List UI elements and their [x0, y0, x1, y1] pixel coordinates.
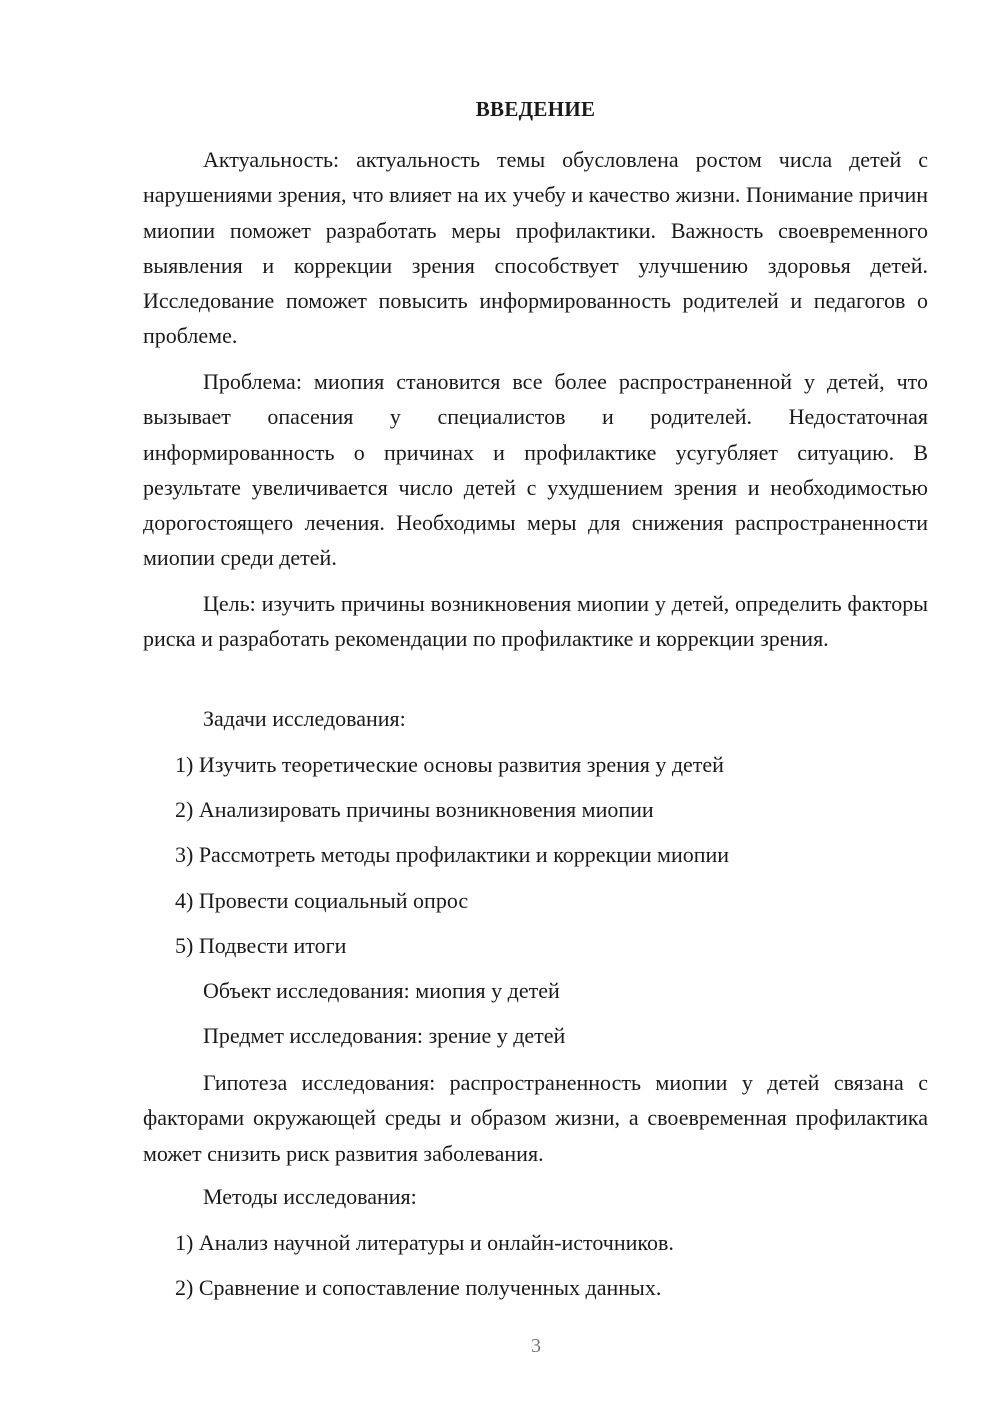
task-item: 5) Подвести итоги [175, 933, 347, 958]
task-item: 1) Изучить теоретические основы развития зрения у детей [175, 752, 724, 777]
method-item: 1) Анализ научной литературы и онлайн-источников. [175, 1230, 674, 1255]
task-item: 4) Провести социальный опрос [175, 888, 469, 913]
page-number: 3 [531, 1335, 541, 1357]
goal-paragraph: Цель: изучить причины возникновения миопии у детей, определить факторы риска и разработать рекомендации по профилактике и коррекции зрения. [143, 591, 928, 652]
hypothesis-paragraph: Гипотеза исследования: распространенность миопии у детей связана с факторами окружающей среды и образом жизни, а своевременная профилактика может снизить риск развития заболевания. [143, 1070, 928, 1166]
relevance-paragraph: Актуальность: актуальность темы обусловлена ростом числа детей с нарушениями зрения, что влияет на их учебу и качество жизни. Понимание причин миопии поможет разработать меры профилактики. Важность своевременного выявления и коррекции зрения способствует улучшению здоровья детей. Исследование поможет повысить информированность родителей и педагогов о проблеме. [143, 147, 928, 349]
problem-paragraph: Проблема: миопия становится все более распространенной у детей, что вызывает опасения у специалистов и родителей. Недостаточная информированность о причинах и профилактике усугубляет ситуацию. В результате увеличивается число детей с ухудшением зрения и необходимостью дорогостоящего лечения. Необходимы меры для снижения распространенности миопии среди детей. [143, 369, 928, 571]
task-item: 2) Анализировать причины возникновения миопии [175, 797, 654, 822]
methods-title: Методы исследования: [203, 1184, 417, 1209]
section-heading: ВВЕДЕНИЕ [475, 97, 596, 121]
method-item: 2) Сравнение и сопоставление полученных данных. [175, 1275, 662, 1300]
research-object: Объект исследования: миопия у детей [203, 978, 560, 1003]
tasks-title: Задачи исследования: [203, 706, 406, 731]
task-item: 3) Рассмотреть методы профилактики и коррекции миопии [175, 842, 730, 867]
research-subject: Предмет исследования: зрение у детей [203, 1023, 566, 1048]
